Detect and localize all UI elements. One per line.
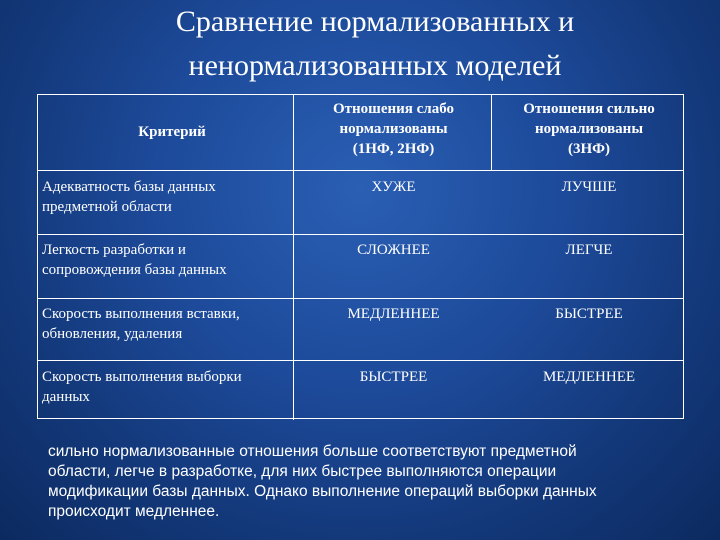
note-line: происходит медленнее. [48, 503, 220, 520]
column-divider [491, 95, 492, 170]
note-line: модификации базы данных. Однако выполнение операций выборки данных [48, 483, 597, 500]
header-weak-line: нормализованы [339, 121, 448, 137]
row-weak-value: МЕДЛЕННЕЕ [347, 306, 440, 322]
row-strong-value: БЫСТРЕЕ [555, 306, 623, 322]
summary-note [48, 442, 710, 522]
slide-title-line-1: Сравнение нормализованных и [175, 5, 575, 38]
note-line: сильно нормализованные отношения больше соответствуют предметной [48, 443, 577, 460]
row-weak-value: ХУЖЕ [371, 179, 416, 195]
row-criterion [42, 177, 292, 217]
row-divider [38, 360, 683, 361]
header-strong-line: нормализованы [534, 121, 644, 137]
row-criterion [42, 367, 292, 407]
criterion-line: данных [42, 389, 90, 405]
row-criterion [42, 240, 292, 280]
comparison-table [37, 94, 684, 419]
header-strongly-normalized [494, 99, 684, 159]
header-weak-line: Отношения слабо [332, 101, 455, 117]
criterion-line: обновления, удаления [42, 326, 183, 342]
row-divider [38, 234, 683, 235]
header-strong-line: Отношения сильно [523, 101, 655, 117]
criterion-line: Адекватность базы данных [42, 179, 216, 195]
row-strong-value: ЛУЧШЕ [561, 179, 617, 195]
header-criterion: Критерий [138, 124, 206, 140]
header-weak-line: (1НФ, 2НФ) [352, 141, 435, 157]
note-line: области, легче в разработке, для них быстрее выполняются операции [48, 463, 557, 480]
criterion-line: Скорость выполнения вставки, [42, 306, 240, 322]
slide-title-line-2: ненормализованных моделей [188, 49, 562, 82]
criterion-line: сопровождения базы данных [42, 262, 227, 278]
row-criterion [42, 304, 292, 344]
row-divider [38, 298, 683, 299]
header-strong-line: (3НФ) [567, 141, 611, 157]
row-divider [38, 170, 683, 171]
criterion-line: предметной области [42, 199, 172, 215]
criterion-line: Скорость выполнения выборки [42, 369, 242, 385]
criterion-line: Легкость разработки и [42, 242, 186, 258]
row-weak-value: БЫСТРЕЕ [359, 369, 428, 385]
row-strong-value: ЛЕГЧЕ [565, 242, 613, 258]
column-divider [293, 95, 294, 420]
slide-title [40, 0, 710, 88]
row-weak-value: СЛОЖНЕЕ [357, 242, 430, 258]
header-weakly-normalized [296, 99, 491, 159]
row-strong-value: МЕДЛЕННЕЕ [542, 369, 636, 385]
